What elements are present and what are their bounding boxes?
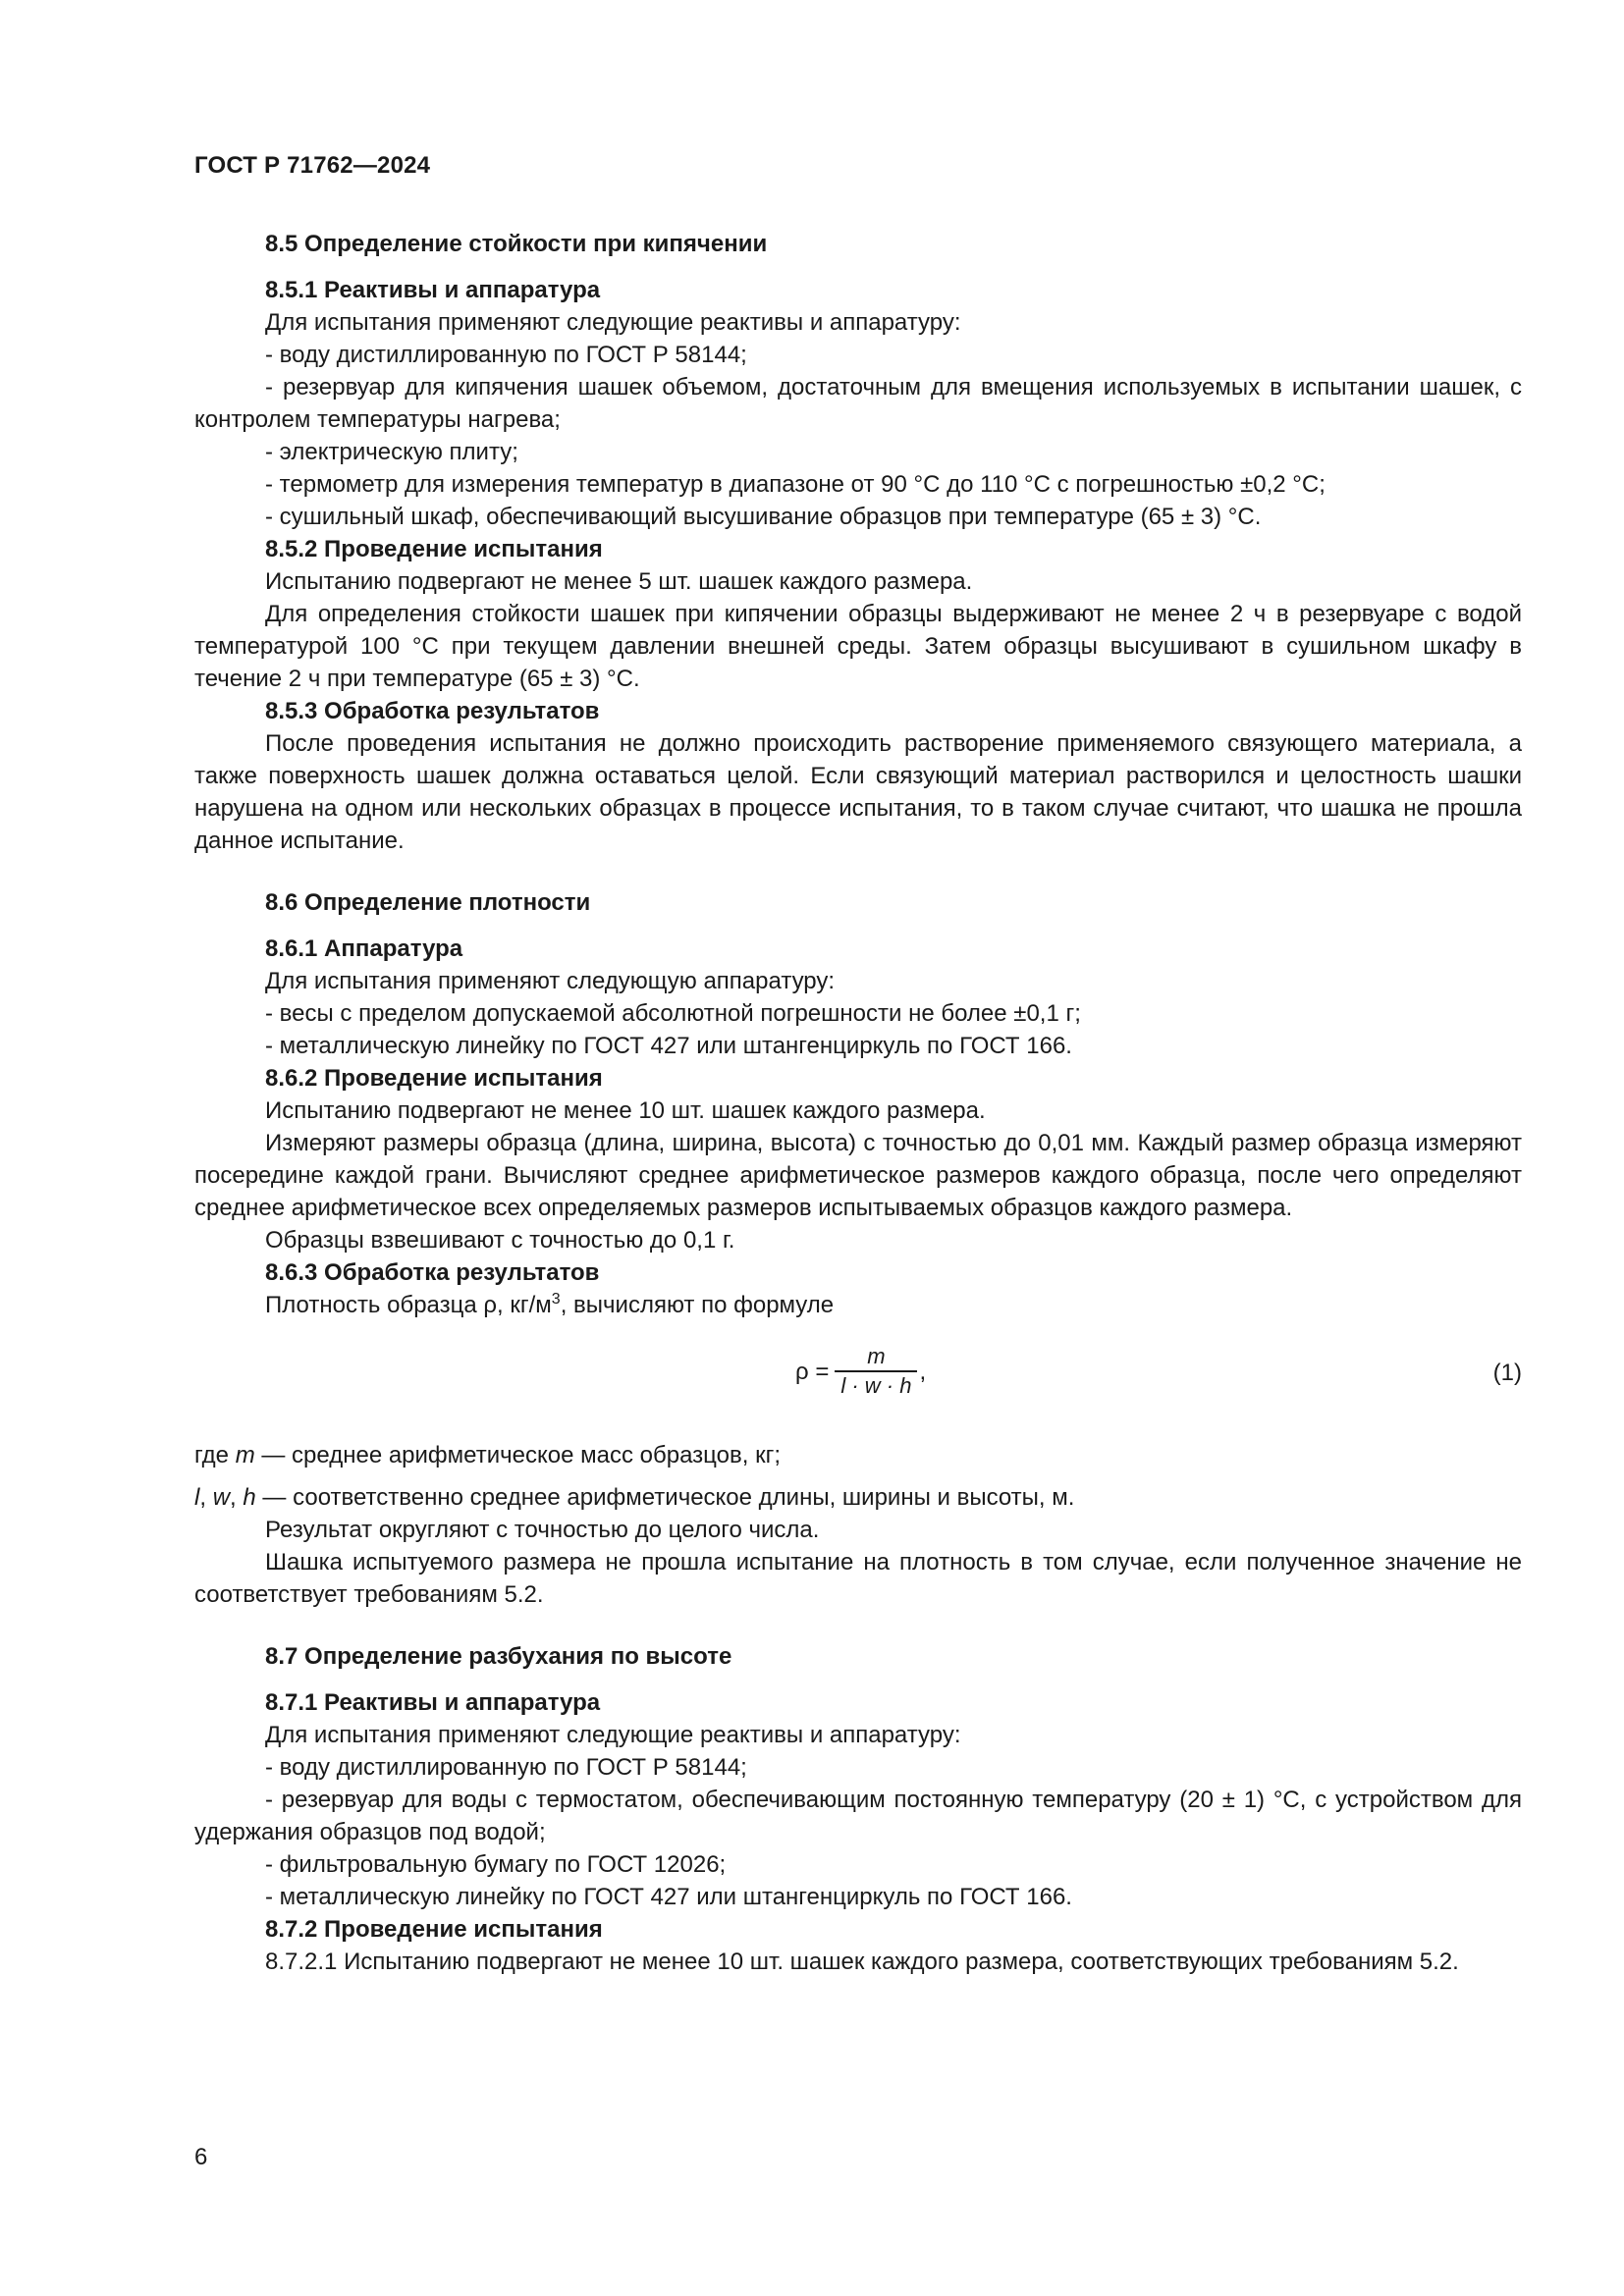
symbol-separator: , [230, 1484, 244, 1511]
equation-number: (1) [1492, 1360, 1522, 1386]
list-item: - воду дистиллированную по ГОСТ Р 58144; [265, 1754, 747, 1781]
symbol-separator: , [199, 1484, 213, 1511]
symbol-l: l [194, 1484, 200, 1511]
formula-trail: , [919, 1358, 927, 1385]
section-8-6-2-title: 8.6.2 Проведение испытания [265, 1065, 603, 1092]
density-formula-intro [194, 1289, 1522, 1321]
intro-superscript: 3 [551, 1291, 561, 1308]
list-item: - термометр для измерения температур в диапазоне от 90 °С до 110 °С с погрешностью ±0,2 °С; [265, 471, 1326, 498]
symbol-h: h [243, 1484, 256, 1511]
list-item: - электрическую плиту; [265, 439, 518, 465]
where-line-lwh [194, 1481, 1522, 1514]
formula-fraction [835, 1343, 917, 1400]
section-8-5-2-title: 8.5.2 Проведение испытания [265, 536, 603, 562]
formula-numerator: m [867, 1344, 886, 1368]
density-formula [795, 1343, 926, 1400]
section-8-7-1-intro: Для испытания применяют следующие реактивы и аппаратуру: [265, 1722, 961, 1748]
formula-denominator: l · w · h [840, 1373, 912, 1398]
paragraph: Измеряют размеры образца (длина, ширина, высота) с точностью до 0,01 мм. Каждый размер образца измеряют посередине каждой грани. Вычисляют среднее арифметическое размеров каждого образца, после чего определяют среднее арифметическое всех определяемых размеров испытываемых образцов каждого размера. [194, 1130, 1522, 1221]
paragraph: Результат округляют с точностью до целого числа. [265, 1517, 820, 1543]
section-8-7-1-title: 8.7.1 Реактивы и аппаратура [265, 1689, 601, 1716]
list-item: - весы с пределом допускаемой абсолютной погрешности не более ±0,1 г; [265, 1000, 1081, 1027]
page-number: 6 [194, 2144, 208, 2170]
intro-text-a: Плотность образца ρ, кг/м [265, 1292, 552, 1318]
section-8-7-2-title: 8.7.2 Проведение испытания [265, 1916, 603, 1943]
list-item: - резервуар для кипячения шашек объемом, достаточным для вмещения используемых в испытании шашек, с контролем температуры нагрева; [194, 374, 1522, 433]
paragraph: Для определения стойкости шашек при кипячении образцы выдерживают не менее 2 ч в резервуаре с водой температурой 100 °С при текущем давлении внешней среды. Затем образцы высушивают в сушильном шкафу в течение 2 ч при температуре (65 ± 3) °С. [194, 601, 1522, 692]
paragraph: Шашка испытуемого размера не прошла испытание на плотность в том случае, если полученное значение не соответствует требованиям 5.2. [194, 1549, 1522, 1608]
symbol-w: w [212, 1484, 231, 1511]
document-header: ГОСТ Р 71762—2024 [194, 152, 431, 179]
section-8-5-1-intro: Для испытания применяют следующие реактивы и аппаратуру: [265, 309, 961, 336]
list-item: - сушильный шкаф, обеспечивающий высушивание образцов при температуре (65 ± 3) °С. [265, 504, 1262, 530]
list-item: - металлическую линейку по ГОСТ 427 или штангенциркуль по ГОСТ 166. [265, 1033, 1072, 1059]
formula-block [194, 1339, 1522, 1410]
intro-text-b: , вычисляют по формуле [560, 1292, 835, 1318]
paragraph: Испытанию подвергают не менее 5 шт. шашек каждого размера. [265, 568, 973, 595]
paragraph: Образцы взвешивают с точностью до 0,1 г. [265, 1227, 735, 1254]
section-8-6-1-intro: Для испытания применяют следующую аппаратуру: [265, 968, 836, 994]
list-item: - металлическую линейку по ГОСТ 427 или штангенциркуль по ГОСТ 166. [265, 1884, 1072, 1910]
where-prefix: где [194, 1442, 230, 1468]
section-8-5-title: 8.5 Определение стойкости при кипячении [265, 231, 768, 257]
where-m-text: — среднее арифметическое масс образцов, кг; [261, 1442, 781, 1468]
list-item: - фильтровальную бумагу по ГОСТ 12026; [265, 1851, 727, 1878]
section-8-5-3-title: 8.5.3 Обработка результатов [265, 698, 600, 724]
where-lwh-text: — соответственно среднее арифметическое длины, ширины и высоты, м. [262, 1484, 1075, 1511]
paragraph: Испытанию подвергают не менее 10 шт. шашек каждого размера. [265, 1097, 986, 1124]
section-8-5-1-title: 8.5.1 Реактивы и аппаратура [265, 277, 601, 303]
section-8-6-title: 8.6 Определение плотности [265, 889, 591, 916]
section-8-6-3-title: 8.6.3 Обработка результатов [265, 1259, 600, 1286]
symbol-m: m [235, 1442, 255, 1468]
paragraph: После проведения испытания не должно происходить растворение применяемого связующего материала, а также поверхность шашек должна оставаться целой. Если связующий материал растворился и целостность шашки нарушена на одном или нескольких образцах в процессе испытания, то в таком случае считают, что шашка не прошла данное испытание. [194, 730, 1522, 854]
where-line-m [194, 1439, 1522, 1471]
list-item: - воду дистиллированную по ГОСТ Р 58144; [265, 342, 747, 368]
list-item: - резервуар для воды с термостатом, обеспечивающим постоянную температуру (20 ± 1) °С, с устройством для удержания образцов под водой; [194, 1787, 1522, 1845]
section-8-7-title: 8.7 Определение разбухания по высоте [265, 1643, 732, 1670]
formula-lhs: ρ = [795, 1358, 830, 1385]
section-8-6-1-title: 8.6.1 Аппаратура [265, 935, 463, 962]
paragraph: 8.7.2.1 Испытанию подвергают не менее 10 шт. шашек каждого размера, соответствующих требованиям 5.2. [265, 1949, 1459, 1975]
document-body [194, 228, 1522, 1978]
